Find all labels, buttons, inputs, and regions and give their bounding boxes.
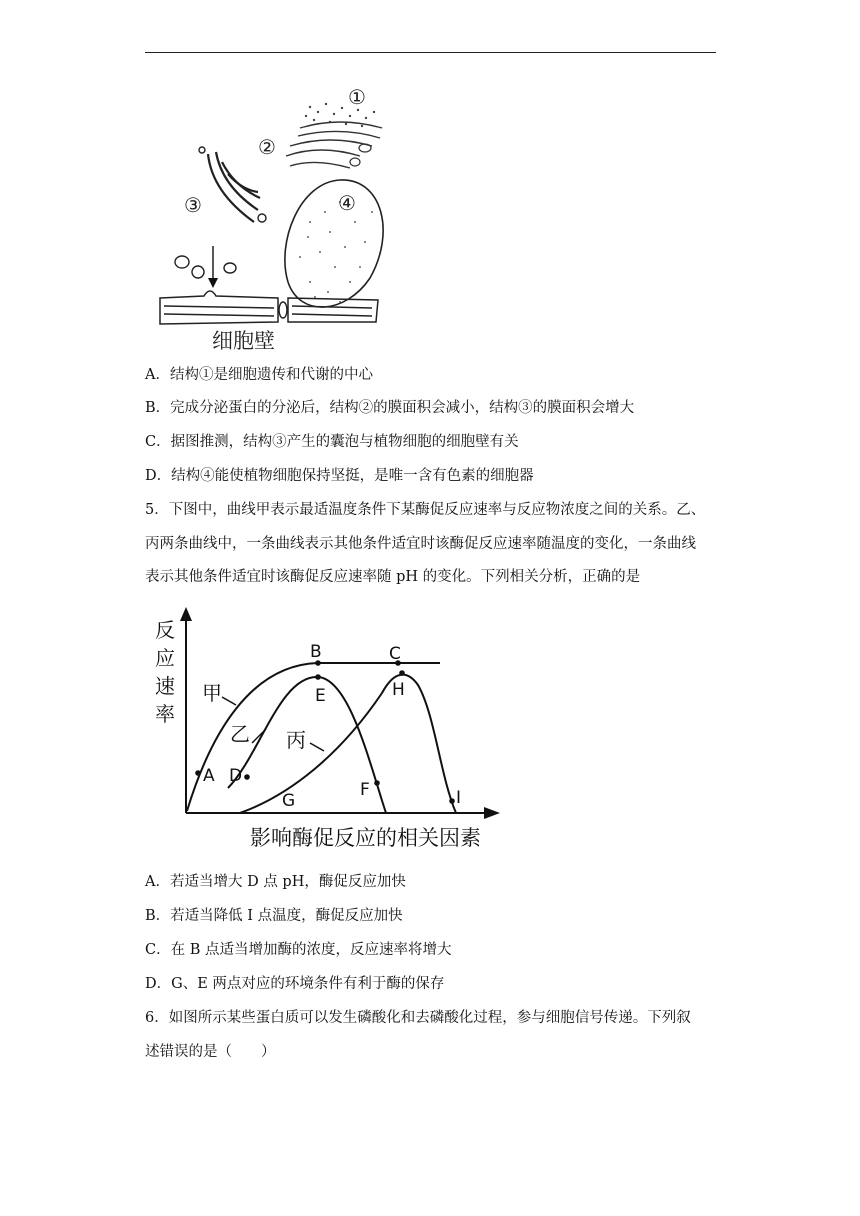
point-label-d: D xyxy=(229,766,243,786)
point-label-e: E xyxy=(315,686,326,706)
q5-stem-line-2: 丙两条曲线中，一条曲线表示其他条件适宜时该酶促反应速率随温度的变化，一条曲线 xyxy=(145,536,696,552)
down-arrow-icon xyxy=(208,246,218,288)
q5-option-b: B．若适当降低 I 点温度，酶促反应加快 xyxy=(145,908,403,924)
q6-stem-line-2: 述错误的是（ ） xyxy=(145,1044,276,1060)
y-axis-label-char-3: 速 xyxy=(155,674,175,698)
q5-stem-line-3: 表示其他条件适宜时该酶促反应速率随 pH 的变化。下列相关分析，正确的是 xyxy=(145,569,641,585)
marker-1: ① xyxy=(348,85,366,109)
point-h-mark xyxy=(399,670,405,676)
q5-option-a: A．若适当增大 D 点 pH，酶促反应加快 xyxy=(145,874,406,890)
q5-option-d: D．G、E 两点对应的环境条件有利于酶的保存 xyxy=(145,976,445,992)
q5-option-c: C．在 B 点适当增加酶的浓度，反应速率将增大 xyxy=(145,942,452,958)
marker-3: ③ xyxy=(184,193,202,217)
vacuole-drawing xyxy=(285,180,383,307)
q6-stem-line-1: 6．如图所示某些蛋白质可以发生磷酸化和去磷酸化过程，参与细胞信号传递。下列叙 xyxy=(145,1010,691,1026)
y-axis-label-char-4: 率 xyxy=(155,702,175,726)
y-axis-label-char-1: 反 xyxy=(155,618,175,642)
q4-option-c: C．据图推测，结构③产生的囊泡与植物细胞的细胞壁有关 xyxy=(145,434,519,450)
point-label-h: H xyxy=(392,680,405,700)
point-label-a: A xyxy=(203,766,215,786)
point-label-i: I xyxy=(456,788,462,808)
series-label-bing: 丙 xyxy=(286,728,306,752)
enzyme-rate-chart xyxy=(150,605,510,855)
golgi-drawing xyxy=(208,152,260,222)
vesicles-drawing xyxy=(175,256,236,278)
q4-option-d: D．结构④能使植物细胞保持坚挺，是唯一含有色素的细胞器 xyxy=(145,468,534,484)
marker-4: ④ xyxy=(338,191,356,215)
point-label-f: F xyxy=(360,780,370,800)
figure1-caption: 细胞壁 xyxy=(212,329,275,352)
y-axis-arrow-icon xyxy=(180,607,192,621)
point-a-mark xyxy=(195,770,201,776)
point-label-c: C xyxy=(389,644,401,664)
q4-option-a: A．结构①是细胞遗传和代谢的中心 xyxy=(145,367,373,383)
point-f-mark xyxy=(374,780,380,786)
point-label-g: G xyxy=(282,791,296,811)
y-axis-label-char-2: 应 xyxy=(155,646,175,670)
point-label-b: B xyxy=(310,642,322,662)
q4-option-b: B．完成分泌蛋白的分泌后，结构②的膜面积会减小，结构③的膜面积会增大 xyxy=(145,400,635,416)
x-axis-label: 影响酶促反应的相关因素 xyxy=(250,826,481,850)
series-label-yi: 乙 xyxy=(230,722,250,746)
point-d-mark xyxy=(244,774,250,780)
series-label-jia: 甲 xyxy=(202,681,222,705)
q5-stem-line-1: 5．下图中，曲线甲表示最适温度条件下某酶促反应速率与反应物浓度之间的关系。乙、 xyxy=(145,502,706,518)
cell-structure-figure xyxy=(150,82,390,352)
point-i-mark xyxy=(449,798,455,804)
series-bing-line xyxy=(240,675,456,813)
header-rule xyxy=(145,52,716,53)
x-axis-arrow-icon xyxy=(484,807,500,819)
cell-wall-drawing xyxy=(160,291,378,324)
point-e-mark xyxy=(315,674,321,680)
marker-2: ② xyxy=(258,135,276,159)
